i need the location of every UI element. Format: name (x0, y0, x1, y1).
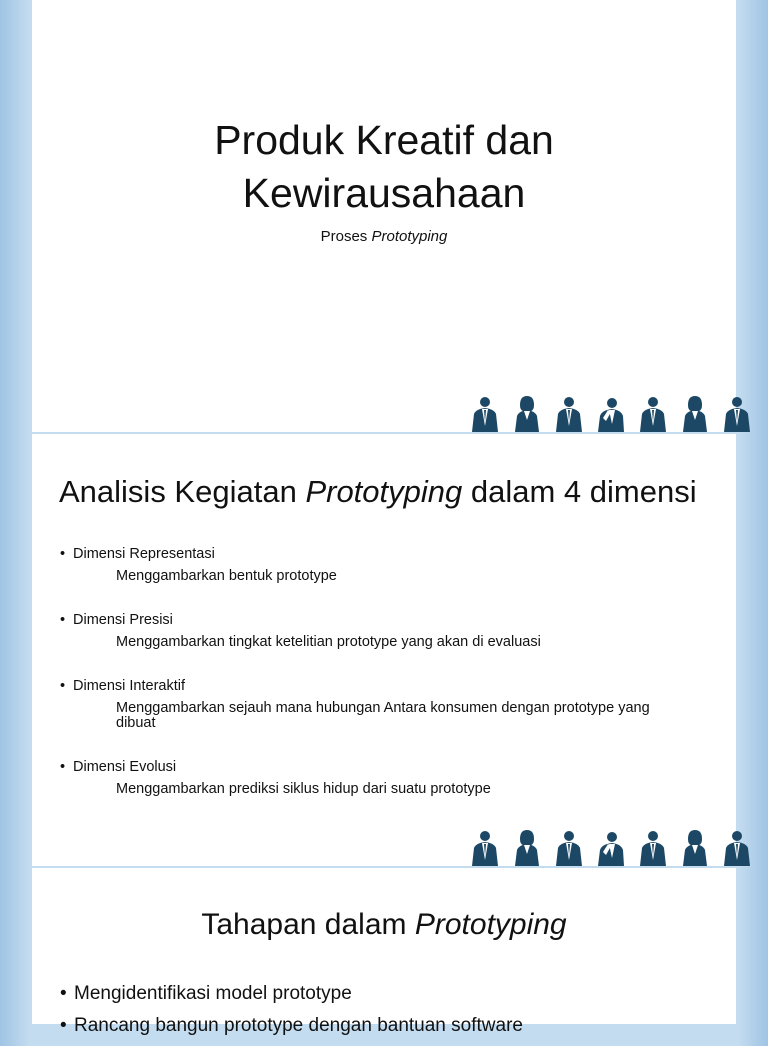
slide-subtitle (32, 228, 736, 245)
businessman-icon (468, 396, 502, 432)
dimension-desc: Menggambarkan sejauh mana hubungan Antara konsumen dengan prototype yang dibuat (116, 700, 650, 731)
businessman-icon (720, 830, 754, 866)
businesswoman-icon (678, 830, 712, 866)
businessman-phone-icon (594, 830, 628, 866)
businesswoman-icon (510, 396, 544, 432)
bullet-icon: • (60, 1015, 67, 1036)
businessman-icon (468, 830, 502, 866)
dimension-name: Dimensi Representasi (73, 546, 215, 562)
dimensions-title (59, 474, 697, 510)
list-item (60, 612, 720, 650)
dimension-name: Dimensi Interaktif (73, 678, 186, 694)
people-row (468, 396, 754, 432)
stages-title-pre: Tahapan dalam (201, 908, 415, 941)
dimensions-title-post: dalam 4 dimensi (462, 474, 697, 509)
bullet-icon: • (60, 983, 67, 1004)
bullet-icon: • (60, 678, 66, 694)
list-item (60, 759, 720, 797)
subtitle-italic: Prototyping (371, 228, 448, 245)
dimensions-title-italic: Prototyping (305, 474, 463, 509)
title-line-1: Produk Kreatif dan (214, 117, 554, 163)
bullet-icon: • (60, 546, 66, 562)
stage-text: Mengidentifikasi model prototype (74, 983, 352, 1004)
list-item (60, 982, 720, 1006)
stages-title (32, 908, 736, 942)
dimension-desc: Menggambarkan bentuk prototype (116, 568, 337, 584)
bullet-icon: • (60, 759, 66, 775)
businessman-icon (720, 396, 754, 432)
slide-stages (32, 868, 736, 1036)
businessman-icon (552, 830, 586, 866)
list-item (60, 1014, 720, 1038)
dimensions-title-pre: Analisis Kegiatan (59, 474, 306, 509)
stage-list (60, 982, 720, 1046)
slide-dimensions (32, 434, 736, 866)
dimension-desc: Menggambarkan prediksi siklus hidup dari suatu prototype (116, 781, 491, 797)
slide-title-heading (32, 114, 736, 220)
dimension-desc: Menggambarkan tingkat ketelitian prototype yang akan di evaluasi (116, 634, 541, 650)
list-item (60, 546, 720, 584)
subtitle-plain: Proses (320, 228, 372, 245)
people-row (468, 830, 754, 866)
businessman-icon (636, 830, 670, 866)
businesswoman-icon (510, 830, 544, 866)
bullet-icon: • (60, 612, 66, 628)
dimension-name: Dimensi Presisi (73, 612, 173, 628)
dimension-list (60, 546, 720, 797)
businessman-icon (552, 396, 586, 432)
title-line-2: Kewirausahaan (242, 170, 526, 216)
slide-title (32, 0, 736, 432)
dimension-name: Dimensi Evolusi (73, 759, 177, 775)
stages-title-italic: Prototyping (414, 908, 567, 941)
businessman-phone-icon (594, 396, 628, 432)
stage-text: Rancang bangun prototype dengan bantuan software (74, 1015, 523, 1036)
businesswoman-icon (678, 396, 712, 432)
businessman-icon (636, 396, 670, 432)
list-item (60, 678, 720, 731)
